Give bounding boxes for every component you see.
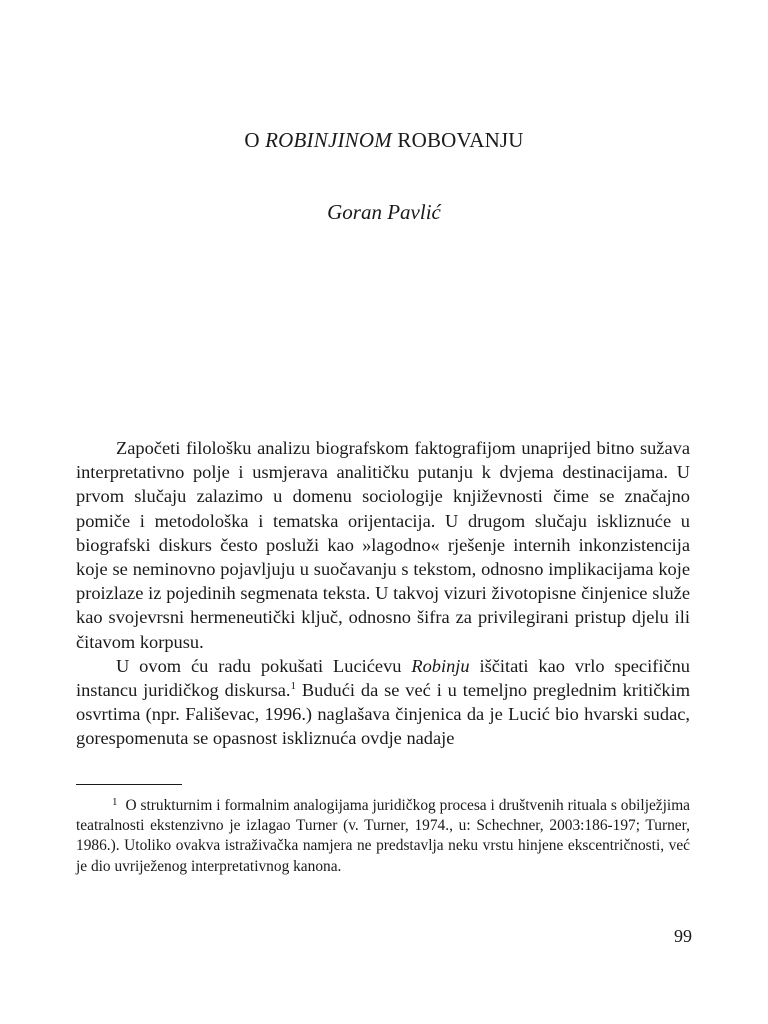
title-prefix: O xyxy=(244,128,266,152)
footnote-separator xyxy=(76,784,182,785)
paragraph-2-part-a: U ovom ću radu pokušati Lucićevu xyxy=(116,655,412,676)
footnote-text: O strukturnim i formalnim analogijama juridičkog procesa i društvenih rituala s obilježjima teatralnosti ekstenzivno je izlagao Turner (v. Turner, 1974., u: Schechner, 2003:186-197; Turner, 1986.). Utoliko ovakva istraživačka namjera ne predstavlja neku vrstu hinjene ekscentričnosti, već je dio uvriježenog interpretativnog kanona. xyxy=(76,797,690,875)
footnote-reference: 1 xyxy=(290,680,297,693)
page-number: 99 xyxy=(674,926,692,946)
paragraph-1: Započeti filološku analizu biografskom faktografijom unaprijed bitno sužava interpretativno polje i usmjerava analitičku putanju k dvjema destinacijama. U prvom slučaju zalazimo u domenu sociologije književnosti čime se značajno pomiče i metodološka i tematska orijentacija. U drugom slučaju iskliznuće u biografski diskurs često posluži kao »lagodno« rješenje internih inkonzistencija koje se neminovno pojavljuju u suočavanju s tekstom, odnosno implikacijama koje proizlaze iz pojedinih segmenata teksta. U takvoj vizuri životopisne činjenice služe kao svojevrsni hermeneutički ključ, odnosno šifra za privilegirani pristup djelu ili čitavom korpusu. xyxy=(76,438,690,652)
work-title-italic: Robinju xyxy=(411,655,470,676)
article-title xyxy=(0,128,768,153)
paragraph-2 xyxy=(76,654,690,751)
body-text xyxy=(76,436,690,751)
title-italic-word: ROBINJINOM xyxy=(265,128,392,152)
title-suffix: ROBOVANJU xyxy=(391,128,524,152)
paragraph-2-part-c: Budući da se već i u temeljno preglednim kritičkim osvrtima (npr. Fališevac, 1996.) naglašava činjenica da je Lucić bio hvarski sudac, gorespomenuta se opasnost iskliznuća ovdje nadaje xyxy=(76,680,691,749)
footnote xyxy=(76,796,690,877)
footnote-paragraph xyxy=(76,796,690,877)
author-name: Goran Pavlić xyxy=(327,200,441,224)
footnote-mark: 1 xyxy=(112,796,118,808)
paragraph-2-part-b: iščitati kao vrlo specifičnu instancu juridičkog diskursa. xyxy=(76,655,690,701)
